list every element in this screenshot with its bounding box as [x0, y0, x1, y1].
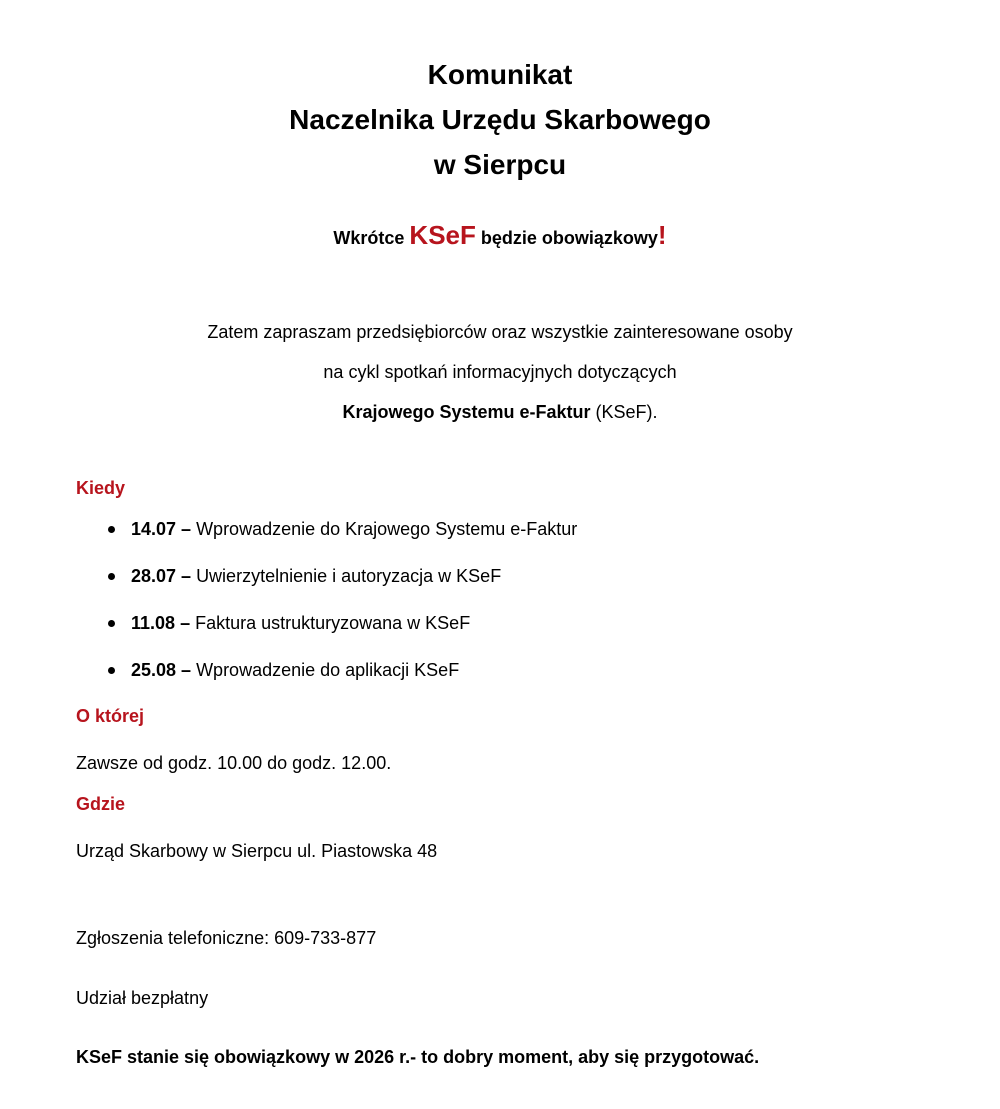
meeting-dash: – — [176, 566, 197, 586]
meeting-list — [108, 516, 577, 704]
bullet-icon — [108, 620, 115, 627]
bullet-icon — [108, 667, 115, 674]
intro-line-3 — [0, 392, 1000, 432]
title-line-1: Komunikat — [427, 59, 573, 90]
meeting-dash: – — [176, 519, 197, 539]
title-line-2: Naczelnika Urzędu Skarbowego — [289, 104, 711, 135]
list-item — [108, 516, 577, 563]
subtitle-exclamation: ! — [657, 220, 667, 250]
bullet-icon — [108, 526, 115, 533]
title-line-3: w Sierpcu — [433, 149, 567, 180]
intro-line-2: na cykl spotkań informacyjnych dotyczących — [323, 362, 677, 382]
subtitle-highlight: KSeF — [409, 220, 476, 250]
list-item — [108, 657, 577, 704]
meeting-topic: Uwierzytelnienie i autoryzacja w KSeF — [196, 566, 502, 586]
bullet-icon — [108, 573, 115, 580]
meeting-date: 28.07 — [131, 566, 177, 586]
free-participation-text: Udział bezpłatny — [76, 988, 209, 1008]
intro-line-1: Zatem zapraszam przedsiębiorców oraz wszystkie zainteresowane osoby — [207, 322, 793, 342]
intro-system-name: Krajowego Systemu e-Faktur — [342, 402, 591, 422]
subtitle-after: będzie obowiązkowy — [475, 228, 658, 248]
meeting-date: 14.07 — [131, 519, 177, 539]
page-title — [0, 52, 1000, 187]
intro-paragraph — [0, 312, 1000, 432]
subtitle-before: Wkrótce — [333, 228, 410, 248]
place-text: Urząd Skarbowy w Sierpcu ul. Piastowska 48 — [76, 841, 438, 861]
meeting-dash: – — [175, 613, 196, 633]
subtitle — [0, 218, 1000, 255]
meeting-topic: Wprowadzenie do Krajowego Systemu e-Faktur — [196, 519, 578, 539]
intro-abbreviation: (KSeF). — [590, 402, 658, 422]
meeting-topic: Wprowadzenie do aplikacji KSeF — [196, 660, 460, 680]
phone-text: Zgłoszenia telefoniczne: 609-733-877 — [76, 928, 377, 948]
when-heading: Kiedy — [76, 478, 126, 498]
time-text: Zawsze od godz. 10.00 do godz. 12.00. — [76, 753, 392, 773]
list-item — [108, 610, 577, 657]
meeting-date: 25.08 — [131, 660, 177, 680]
time-heading: O której — [76, 706, 145, 726]
meeting-topic: Faktura ustrukturyzowana w KSeF — [195, 613, 471, 633]
list-item — [108, 563, 577, 610]
meeting-date: 11.08 — [131, 613, 176, 633]
place-heading: Gdzie — [76, 794, 126, 814]
closing-statement: KSeF stanie się obowiązkowy w 2026 r.- to dobry moment, aby się przygotować. — [76, 1047, 760, 1067]
meeting-dash: – — [176, 660, 197, 680]
